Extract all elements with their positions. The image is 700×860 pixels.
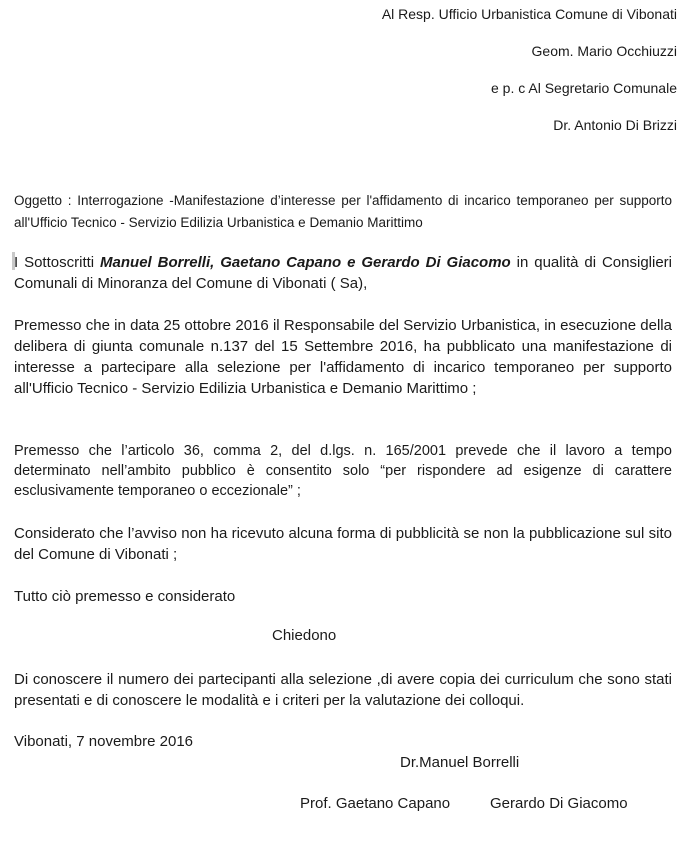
intro-paragraph	[14, 252, 672, 294]
conclusion-line: Tutto ciò premesso e considerato	[14, 588, 236, 605]
recipient-line-2: Geom. Mario Occhiuzzi	[531, 43, 677, 59]
signature-capano: Prof. Gaetano Capano	[300, 795, 451, 812]
intro-suffix: in qualità di Consiglieri Comunali di Minoranza del Comune di Vibonati ( Sa),	[14, 254, 672, 292]
signature-di-giacomo: Gerardo Di Giacomo	[490, 795, 628, 812]
request-body: Di conoscere il numero dei partecipanti alla selezione ,di avere copia dei curriculum che sono stati presentati e di conoscere le modalità e i criteri per la valutazione dei colloqui.	[14, 671, 672, 709]
recipient-line-1: Al Resp. Ufficio Urbanistica Comune di Vibonati	[381, 6, 677, 22]
intro-prefix: I Sottoscritti	[14, 254, 101, 271]
considered-paragraph: Considerato che l’avviso non ha ricevuto alcuna forma di pubblicità se non la pubblicazione sul sito del Comune di Vibonati ;	[14, 525, 672, 563]
recipient-line-4: Dr. Antonio Di Brizzi	[553, 117, 677, 133]
signatory-names: Manuel Borrelli, Gaetano Capano e Gerardo Di Giacomo	[100, 254, 511, 271]
subject-text: Oggetto : Interrogazione -Manifestazione d’interesse per l'affidamento di incarico temporaneo per supporto all'Ufficio Tecnico - Servizio Edilizia Urbanistica e Demanio Marittimo	[14, 193, 672, 230]
signature-borrelli: Dr.Manuel Borrelli	[400, 754, 520, 771]
recipient-line-3: e p. c Al Segretario Comunale	[491, 80, 677, 96]
premise-paragraph-1: Premesso che in data 25 ottobre 2016 il Responsabile del Servizio Urbanistica, in esecuzione della delibera di giunta comunale n.137 del 15 Settembre 2016, ha pubblicato una manifestazione di interesse a partecipare alla selezione per l'affidamento di incarico temporaneo per supporto all'Ufficio Tecnico - Servizio Edilizia Urbanistica e Demanio Marittimo ;	[14, 317, 672, 397]
premise-paragraph-2: Premesso che l’articolo 36, comma 2, del d.lgs. n. 165/2001 prevede che il lavoro a tempo determinato nell’ambito pubblico è consentito solo “per rispondere ad esigenze di carattere esclusivamente temporaneo o eccezionale” ;	[14, 443, 672, 499]
place-date: Vibonati, 7 novembre 2016	[14, 733, 194, 750]
request-heading: Chiedono	[272, 627, 337, 644]
